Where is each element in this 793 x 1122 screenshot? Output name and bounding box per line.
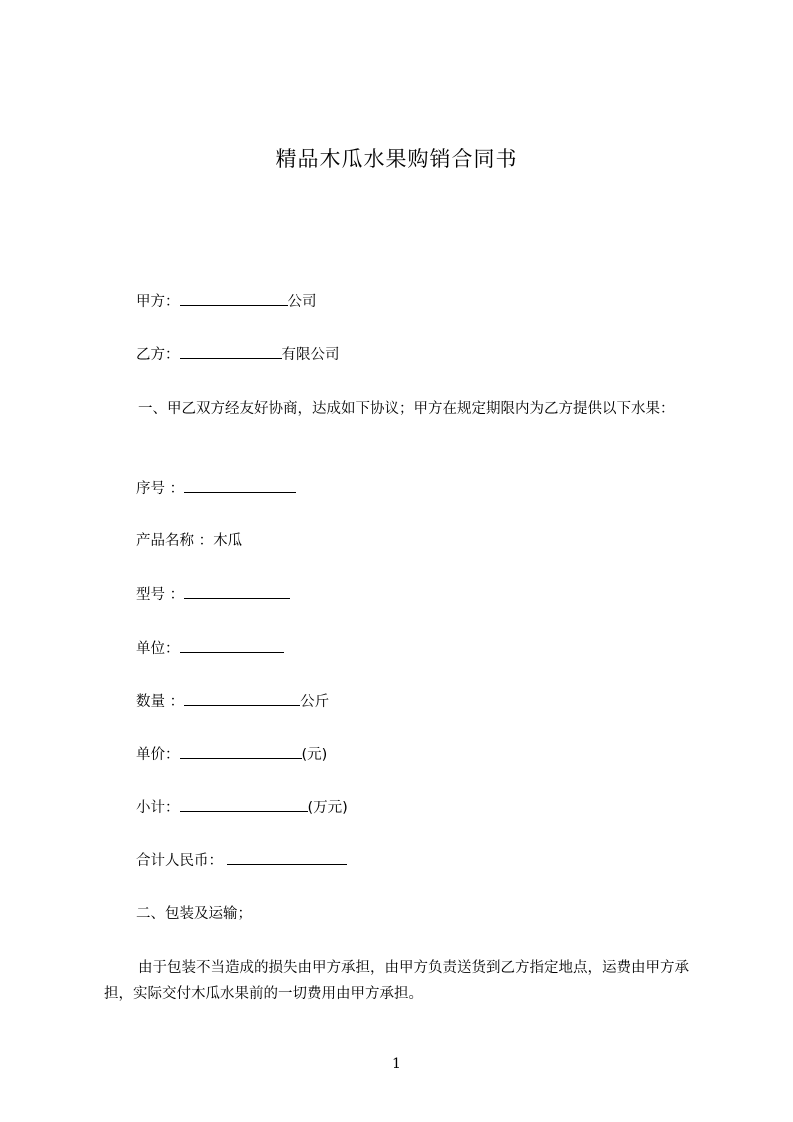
subtotal-blank xyxy=(180,797,308,812)
total-label: 合计人民币： xyxy=(136,853,223,869)
quantity-label: 数量 ： xyxy=(136,694,185,710)
unit-line xyxy=(136,638,284,659)
model-blank xyxy=(184,584,290,599)
serial-label: 序号 ： xyxy=(136,481,185,497)
clause-2-heading: 二、包装及运输； xyxy=(136,906,252,922)
price-blank xyxy=(180,744,302,759)
subtotal-label: 小计： xyxy=(136,800,180,816)
price-label: 单价： xyxy=(136,747,180,763)
party-a-suffix: 公司 xyxy=(287,294,317,310)
party-a-blank xyxy=(180,291,288,306)
product-value: 木瓜 xyxy=(213,533,243,549)
page-number: 1 xyxy=(392,1056,401,1072)
product-line xyxy=(136,531,242,551)
price-suffix: (元) xyxy=(301,747,328,763)
subtotal-suffix: (万元) xyxy=(307,800,348,816)
model-label: 型号 ： xyxy=(136,587,185,603)
quantity-suffix: 公斤 xyxy=(300,694,330,710)
party-b-label: 乙方： xyxy=(136,347,180,363)
party-a-label: 甲方： xyxy=(136,294,180,310)
serial-blank xyxy=(184,478,296,493)
model-line xyxy=(136,584,290,605)
quantity-blank xyxy=(184,691,300,706)
party-b-line xyxy=(136,344,340,365)
serial-line xyxy=(136,478,296,499)
total-blank xyxy=(227,850,347,865)
product-label: 产品名称 ： xyxy=(136,533,214,549)
price-line xyxy=(136,744,327,765)
party-b-suffix: 有限公司 xyxy=(281,347,340,363)
unit-label: 单位： xyxy=(136,641,180,657)
document-title: 精品木瓜水果购销合同书 xyxy=(275,147,518,171)
party-a-line xyxy=(136,291,317,312)
unit-blank xyxy=(180,638,284,653)
quantity-line xyxy=(136,691,329,712)
subtotal-line xyxy=(136,797,348,818)
clause-2-text: 由于包装不当造成的损失由甲方承担，由甲方负责送货到乙方指定地点，运费由甲方承担，实际交付木瓜水果前的一切费用由甲方承担。 xyxy=(104,960,689,1002)
clause-1: 一、甲乙双方经友好协商，达成如下协议；甲方在规定期限内为乙方提供以下水果： xyxy=(138,401,675,417)
party-b-blank xyxy=(180,344,282,359)
total-line xyxy=(136,850,347,871)
